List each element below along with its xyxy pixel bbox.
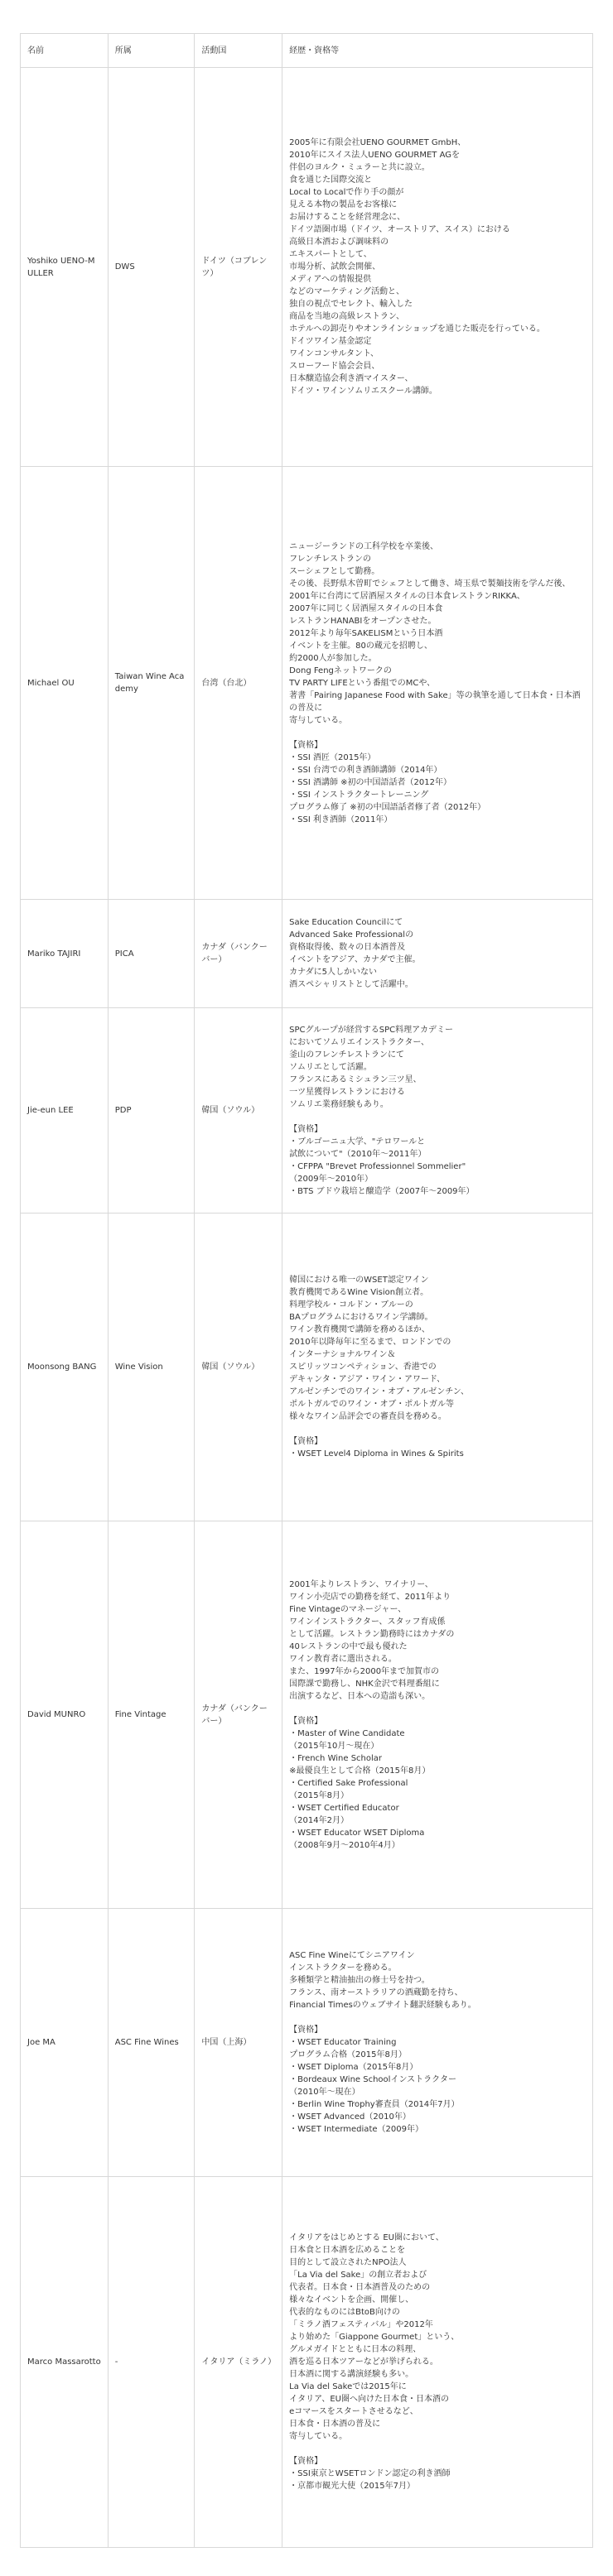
person-name: Moonsong BANG <box>21 1214 109 1521</box>
header-country: 活動国 <box>195 34 282 68</box>
table-header-row <box>21 34 593 68</box>
judges-table <box>20 33 593 2548</box>
person-country: 中国（上海） <box>195 1909 282 2177</box>
person-bio: 韓国における唯一のWSET認定ワイン 教育機関であるWine Vision創立者。 料理学校ル・コルドン・ブルーの BAプログラムにおけるワイン学講師。 ワイン教育機関で講師を務めるほか、 2010年以降毎年に至るまで、ロンドンでの インターナショナルワイン＆ スピリッツコンペティション、香港での デキャンタ・アジア・ワイン・アワード、 アルゼンチンでのワイン・オブ・アルゼンチン、 ポルトガルでのワイン・オブ・ポルトガル等 様々なワイン品評会での審査員を務める。 【資格】 ・WSET Level4 Diploma in Wines & Spirits <box>282 1214 593 1521</box>
person-affiliation: - <box>108 2177 195 2548</box>
person-name: Joe MA <box>21 1909 109 2177</box>
table-row <box>21 1521 593 1909</box>
person-country: ドイツ（コブレンツ） <box>195 68 282 467</box>
table-row <box>21 467 593 900</box>
person-country: 韓国（ソウル） <box>195 1008 282 1214</box>
table-row <box>21 2177 593 2548</box>
person-country: カナダ（バンクーバー） <box>195 1521 282 1909</box>
person-name: Jie-eun LEE <box>21 1008 109 1214</box>
table-row <box>21 68 593 467</box>
person-country: イタリア（ミラノ） <box>195 2177 282 2548</box>
person-bio: 2001年よりレストラン、ワイナリー、 ワイン小売店での勤務を経て、2011年より Fine Vintageのマネージャー、 ワインインストラクター、スタッフ育成係 として活躍。レストラン勤務時にはカナダの 40レストランの中で最も優れた ワイン教育者に選出される。 また、1997年から2000年まで加賀市の 国際課で勤務し、NHK金沢で料理番組に 出演するなど、日本への造詣も深い。 【資格】 ・Master of Wine Candidate （2015年10月～現在） ・French Wine Scholar ※最優良生として合格（2015年8月） ・Certified Sake Professional （2015年8月） ・WSET Certified Educator （2014年2月） ・WSET Educator WSET Diploma （2008年9月～2010年4月） <box>282 1521 593 1909</box>
person-bio: イタリアをはじめとする EU圏において、 日本食と日本酒を広めることを 目的として設立されたNPO法人 「La Via del Sake」の創立者および 代表者。日本食・日本酒普及のための 様々なイベントを企画、開催し、 代表的なものにはBtoB向けの 「ミラノ酒フェスティバル」や2012年 より始めた「Giappone Gourmet」という、 グルメガイドとともに日本の料理、 酒を巡る日本ツアーなどが挙げられる。 日本酒に関する講演経験も多い。 La Via del Sakeでは2015年に イタリア、EU圏へ向けた日本食・日本酒の eコマースをスタートさせるなど、 日本食・日本酒の普及に 寄与している。 【資格】 ・SSI東京とWSETロンドン認定の利き酒師 ・京都市観光大使（2015年7月） <box>282 2177 593 2548</box>
person-affiliation: Wine Vision <box>108 1214 195 1521</box>
person-bio: SPCグループが経営するSPC料理アカデミー においてソムリエインストラクター、 釜山のフレンチレストランにて ソムリエとして活躍。 フランスにあるミシュラン三ツ星、 一ツ星獲得レストランにおける ソムリエ業務経験もあり。 【資格】 ・ブルゴーニュ大学、"テロワールと 試飲について"（2010年～2011年） ・CFPPA "Brevet Professionnel Sommelier" （2009年～2010年） ・BTS ブドウ栽培と醸造学（2007年～2009年） <box>282 1008 593 1214</box>
person-affiliation: ASC Fine Wines <box>108 1909 195 2177</box>
person-country: 韓国（ソウル） <box>195 1214 282 1521</box>
person-name: Michael OU <box>21 467 109 900</box>
header-bio: 経歴・資格等 <box>282 34 593 68</box>
header-affiliation: 所属 <box>108 34 195 68</box>
person-bio: ニュージーランドの工科学校を卒業後、 フレンチレストランの スーシェフとして勤務。 その後、長野県木曽町でシェフとして働き、埼玉県で製麺技術を学んだ後、 2001年に台湾にて居酒屋スタイルの日本食レストランRIKKA、 2007年に同じく居酒屋スタイルの日本食 レストランHANABIをオープンさせた。 2012年より毎年SAKELISMという日本酒 イベントを主催。80の蔵元を招聘し、 約2000人が参加した。 Dong Fengネットワークの TV PARTY LIFEという番組でのMCや、 著書「Pairing Japanese Food with Sake」等の執筆を通して日本食・日本酒の普及に 寄与している。 【資格】 ・SSI 酒匠（2015年） ・SSI 台湾での利き酒師講師（2014年） ・SSI 酒講師 ※初の中国語話者（2012年） ・SSI インストラクタートレーニング プログラム修了 ※初の中国語話者修了者（2012年） ・SSI 利き酒師（2011年） <box>282 467 593 900</box>
table-row <box>21 1214 593 1521</box>
table-row <box>21 1008 593 1214</box>
person-country: 台湾（台北） <box>195 467 282 900</box>
person-bio: Sake Education Councilにて Advanced Sake Professionalの 資格取得後、数々の日本酒普及 イベントをアジア、カナダで主催。 カナダに5人しかいない 酒スペシャリストとして活躍中。 <box>282 900 593 1008</box>
person-bio: ASC Fine Wineにてシニアワイン インストラクターを務める。 多種類学と精油抽出の修士号を持つ。 フランス、南オーストラリアの酒蔵勤を持ち、 Financial Timesのウェブサイト翻訳経験もあり。 【資格】 ・WSET Educator Training プログラム合格（2015年8月） ・WSET Diploma（2015年8月） ・Bordeaux Wine Schoolインストラクター （2010年～現在） ・Berlin Wine Trophy審査員（2014年7月） ・WSET Advanced（2010年） ・WSET Intermediate（2009年） <box>282 1909 593 2177</box>
person-affiliation: PICA <box>108 900 195 1008</box>
table-row <box>21 900 593 1008</box>
person-bio: 2005年に有限会社UENO GOURMET GmbH、 2010年にスイス法人UENO GOURMET AGを 伴侶のヨルク・ミュラーと共に設立。 食を通じた国際交流と Local to Localで作り手の顔が 見える本物の製品をお客様に お届けすることを経営理念に、 ドイツ語圏市場（ドイツ、オーストリア、スイス）における 高級日本酒および調味料の エキスパートとして、 市場分析、試飲会開催、 メディアへの情報提供 などのマーケティング活動と、 独自の視点でセレクト、輸入した 商品を当地の高級レストラン、 ホテルへの卸売りやオンラインショップを通じた販売を行っている。 ドイツワイン基金認定 ワインコンサルタント、 スローフード協会会員、 日本醸造協会利き酒マイスター、 ドイツ・ワインソムリエスクール講師。 <box>282 68 593 467</box>
person-name: Yoshiko UENO-MULLER <box>21 68 109 467</box>
person-affiliation: Fine Vintage <box>108 1521 195 1909</box>
person-name: Mariko TAJIRI <box>21 900 109 1008</box>
table-row <box>21 1909 593 2177</box>
person-affiliation: Taiwan Wine Academy <box>108 467 195 900</box>
person-affiliation: DWS <box>108 68 195 467</box>
person-name: David MUNRO <box>21 1521 109 1909</box>
header-name: 名前 <box>21 34 109 68</box>
person-country: カナダ（バンクーバー） <box>195 900 282 1008</box>
person-affiliation: PDP <box>108 1008 195 1214</box>
person-name: Marco Massarotto <box>21 2177 109 2548</box>
